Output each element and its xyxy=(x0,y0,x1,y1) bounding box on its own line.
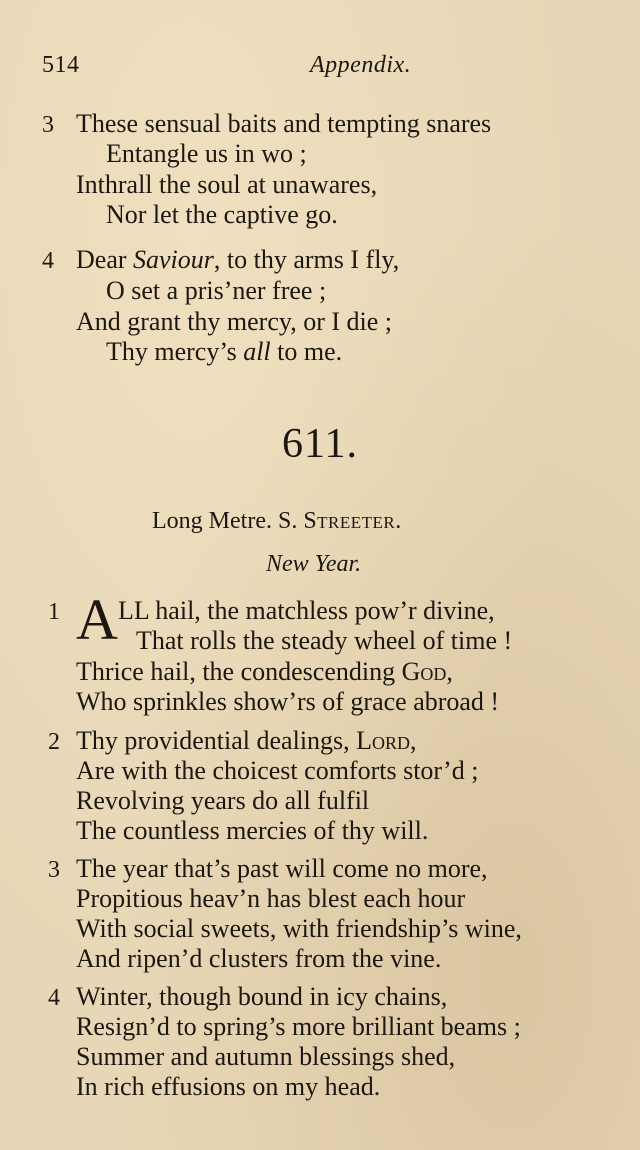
verse-number: 4 xyxy=(48,985,60,1011)
verse-line: The year that’s past will come no more, xyxy=(76,854,488,883)
verse-number: 1 xyxy=(48,599,60,625)
drop-cap: A xyxy=(76,587,118,652)
verse-line: And grant thy mercy, or I die ; xyxy=(76,307,392,336)
running-head: Appendix. xyxy=(310,52,412,78)
verse-line: Are with the choicest comforts stor’d ; xyxy=(76,756,479,785)
author-name: Streeter. xyxy=(303,508,402,534)
italic-word: all xyxy=(243,337,271,366)
verse-line: And ripen’d clusters from the vine. xyxy=(76,944,442,973)
verse-line: Propitious heav’n has blest each hour xyxy=(76,884,466,913)
verse-line xyxy=(76,726,417,756)
meter-label: Long Metre. S. xyxy=(152,508,304,534)
text-run: Thrice hail, the condescending xyxy=(76,657,402,686)
text-run: Thy providential dealings, xyxy=(76,726,357,755)
page-number: 514 xyxy=(42,52,80,78)
verse-line: Resign’d to spring’s more brilliant beams ; xyxy=(76,1012,521,1041)
verse-line: Nor let the captive go. xyxy=(106,200,338,229)
text-run: , to thy arms I fly, xyxy=(213,245,400,274)
verse-line: The countless mercies of thy will. xyxy=(76,816,429,845)
italic-word: Saviour xyxy=(133,245,214,274)
text-run: to me. xyxy=(270,337,343,366)
text-run: Dear xyxy=(76,245,134,274)
verse-number: 3 xyxy=(42,112,54,138)
verse-line: That rolls the steady wheel of time ! xyxy=(136,626,513,655)
text-run: Thy mercy’s xyxy=(106,337,244,366)
verse-line xyxy=(106,337,342,367)
verse-number: 4 xyxy=(42,248,54,274)
verse-line: These sensual baits and tempting snares xyxy=(76,109,492,138)
verse-line: Inthrall the soul at unawares, xyxy=(76,170,378,199)
small-caps-word: Lord, xyxy=(356,726,417,755)
hymn-number: 611. xyxy=(282,421,358,467)
verse-line xyxy=(76,245,399,275)
page-header xyxy=(42,52,640,84)
verse-line: Winter, though bound in icy chains, xyxy=(76,982,448,1011)
verse-line: O set a pris’ner free ; xyxy=(106,276,327,305)
verse-number: 3 xyxy=(48,857,60,883)
verse-line: In rich effusions on my head. xyxy=(76,1072,381,1101)
verse-line: Revolving years do all fulfil xyxy=(76,786,370,815)
verse-line: LL hail, the matchless pow’r divine, xyxy=(118,596,495,625)
verse-line: Who sprinkles show’rs of grace abroad ! xyxy=(76,687,500,716)
verse-number: 2 xyxy=(48,729,60,755)
verse-line: Summer and autumn blessings shed, xyxy=(76,1042,456,1071)
verse-line xyxy=(76,657,453,687)
verse-line: With social sweets, with friendship’s wine, xyxy=(76,914,522,943)
hymn-subtitle: New Year. xyxy=(266,551,362,577)
meter-line xyxy=(152,508,402,535)
small-caps-word: God, xyxy=(401,657,453,686)
verse-line: Entangle us in wo ; xyxy=(106,139,307,168)
